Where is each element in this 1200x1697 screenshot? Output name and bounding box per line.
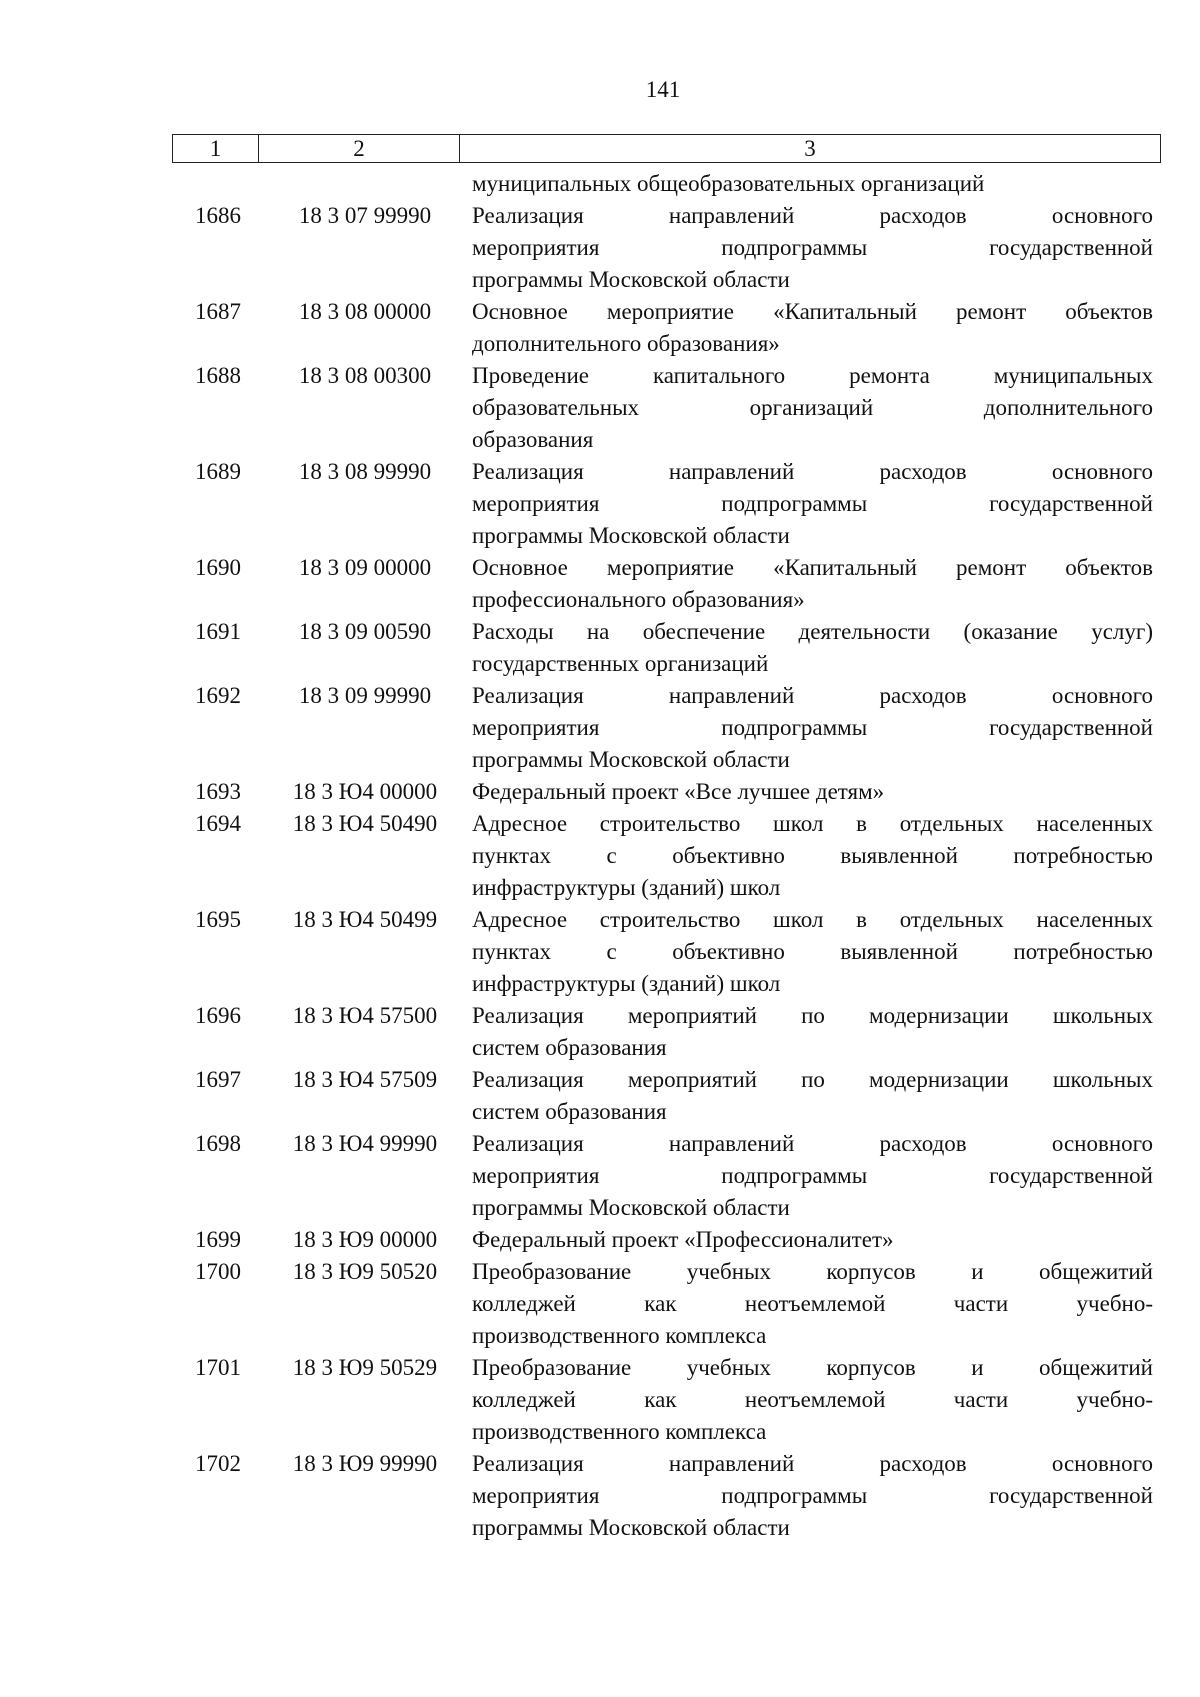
row-description: [472, 904, 1153, 1000]
row-code: 18 3 08 00000: [298, 299, 432, 324]
table-row: [180, 1352, 1155, 1448]
header-cell-3: 3: [804, 136, 816, 161]
row-code: 18 3 Ю9 00000: [292, 1227, 438, 1252]
description-line: Реализация мероприятий по модернизации школьных: [472, 1067, 1153, 1092]
description-line: Основное мероприятие «Капитальный ремонт объектов: [472, 299, 1153, 324]
description-line: мероприятия подпрограммы государственной: [472, 1483, 1153, 1508]
row-code: 18 3 07 99990: [298, 203, 432, 228]
row-description: [472, 200, 1153, 296]
description-line: пунктах с объективно выявленной потребностью: [472, 843, 1153, 868]
description-line: Реализация мероприятий по модернизации школьных: [472, 1003, 1153, 1028]
row-description: [472, 616, 1153, 680]
description-line: образовательных организаций дополнительного: [472, 395, 1153, 420]
row-description: [472, 808, 1153, 904]
description-line: дополнительного образования»: [472, 331, 780, 356]
description-line: профессионального образования»: [472, 587, 805, 612]
description-line: производственного комплекса: [472, 1323, 767, 1348]
table-body: [180, 168, 1155, 1544]
row-code: 18 3 Ю9 50520: [292, 1259, 438, 1284]
row-description: [472, 296, 1153, 360]
description-line: мероприятия подпрограммы государственной: [472, 235, 1153, 260]
row-number: 1699: [195, 1227, 241, 1252]
table-row: [180, 1000, 1155, 1064]
table-row: [180, 616, 1155, 680]
description-line: систем образования: [472, 1099, 667, 1124]
row-description: [472, 1000, 1153, 1064]
row-number: 1686: [195, 203, 241, 228]
description-line: Федеральный проект «Профессионалитет»: [472, 1227, 894, 1252]
row-number: 1694: [195, 811, 241, 836]
table-row: [180, 1064, 1155, 1128]
row-description: [472, 680, 1153, 776]
description-line: государственных организаций: [472, 651, 769, 676]
row-description: [472, 1224, 1153, 1256]
row-number: 1698: [195, 1131, 241, 1156]
row-code: 18 3 Ю4 57500: [292, 1003, 438, 1028]
description-line: Реализация направлений расходов основного: [472, 203, 1153, 228]
description-line: Реализация направлений расходов основного: [472, 459, 1153, 484]
description-line: программы Московской области: [472, 1195, 790, 1220]
description-line: программы Московской области: [472, 1515, 790, 1540]
description-line: программы Московской области: [472, 747, 790, 772]
row-code: 18 3 08 99990: [298, 459, 432, 484]
continuation-line: муниципальных общеобразовательных организаций: [472, 171, 985, 196]
description-line: образования: [472, 427, 594, 452]
description-line: мероприятия подпрограммы государственной: [472, 491, 1153, 516]
table-row: [180, 200, 1155, 296]
table-row: [180, 552, 1155, 616]
row-number: 1690: [195, 555, 241, 580]
row-number: 1695: [195, 907, 241, 932]
table-row: [180, 1224, 1155, 1256]
row-description: [472, 360, 1153, 456]
description-line: Проведение капитального ремонта муниципальных: [472, 363, 1153, 388]
row-number: 1697: [195, 1067, 241, 1092]
description-line: Основное мероприятие «Капитальный ремонт объектов: [472, 555, 1153, 580]
description-line: Расходы на обеспечение деятельности (оказание услуг): [472, 619, 1153, 644]
header-cell-1: 1: [173, 135, 259, 162]
description-line: Преобразование учебных корпусов и общежитий: [472, 1259, 1153, 1284]
row-number: 1702: [195, 1451, 241, 1476]
description-line: пунктах с объективно выявленной потребностью: [472, 939, 1153, 964]
table-header: [172, 134, 1161, 163]
row-code: 18 3 Ю9 50529: [292, 1355, 438, 1380]
row-description: [472, 1448, 1153, 1544]
row-number: 1700: [195, 1259, 241, 1284]
description-line: мероприятия подпрограммы государственной: [472, 1163, 1153, 1188]
table-row: [180, 1256, 1155, 1352]
description-line: мероприятия подпрограммы государственной: [472, 715, 1153, 740]
row-number: 1689: [195, 459, 241, 484]
row-description: [472, 1128, 1153, 1224]
description-line: Реализация направлений расходов основного: [472, 683, 1153, 708]
description-line: Федеральный проект «Все лучшее детям»: [472, 779, 885, 804]
row-description: [472, 1256, 1153, 1352]
description-line: систем образования: [472, 1035, 667, 1060]
description-line: инфраструктуры (зданий) школ: [472, 875, 781, 900]
description-line: Адресное строительство школ в отдельных населенных: [472, 907, 1153, 932]
row-number: 1693: [195, 779, 241, 804]
row-code: 18 3 09 99990: [298, 683, 432, 708]
row-code: 18 3 Ю4 50499: [292, 907, 438, 932]
table-row: [180, 904, 1155, 1000]
description-line: Адресное строительство школ в отдельных населенных: [472, 811, 1153, 836]
description-line: программы Московской области: [472, 267, 790, 292]
row-code: 18 3 08 00300: [298, 363, 432, 388]
row-code: 18 3 Ю4 57509: [292, 1067, 438, 1092]
table-row: [180, 776, 1155, 808]
table-row: [180, 360, 1155, 456]
description-line: Реализация направлений расходов основного: [472, 1451, 1153, 1476]
table-row: [180, 456, 1155, 552]
row-number: 1691: [195, 619, 241, 644]
description-line: Реализация направлений расходов основного: [472, 1131, 1153, 1156]
table-row: [180, 680, 1155, 776]
row-number: 1687: [195, 299, 241, 324]
row-code: 18 3 Ю4 00000: [292, 779, 438, 804]
row-number: 1701: [195, 1355, 241, 1380]
row-code: 18 3 09 00000: [298, 555, 432, 580]
row-description: [472, 776, 1153, 808]
row-number: 1692: [195, 683, 241, 708]
table-row: [180, 1128, 1155, 1224]
description-line: программы Московской области: [472, 523, 790, 548]
table-row: [180, 808, 1155, 904]
header-cell-2: 2: [259, 135, 460, 162]
page-number: 141: [645, 77, 681, 102]
row-code: 18 3 09 00590: [298, 619, 432, 644]
row-code: 18 3 Ю4 50490: [292, 811, 438, 836]
row-number: 1688: [195, 363, 241, 388]
row-code: 18 3 Ю9 99990: [292, 1451, 438, 1476]
row-code: 18 3 Ю4 99990: [292, 1131, 438, 1156]
table-row: [180, 1448, 1155, 1544]
description-line: колледжей как неотъемлемой части учебно-: [472, 1291, 1153, 1316]
description-line: колледжей как неотъемлемой части учебно-: [472, 1387, 1153, 1412]
table-row: [180, 296, 1155, 360]
description-line: Преобразование учебных корпусов и общежитий: [472, 1355, 1153, 1380]
row-description: [472, 552, 1153, 616]
row-description: [472, 1352, 1153, 1448]
row-number: 1696: [195, 1003, 241, 1028]
row-description: [472, 1064, 1153, 1128]
row-description: [472, 456, 1153, 552]
description-line: производственного комплекса: [472, 1419, 767, 1444]
description-line: инфраструктуры (зданий) школ: [472, 971, 781, 996]
